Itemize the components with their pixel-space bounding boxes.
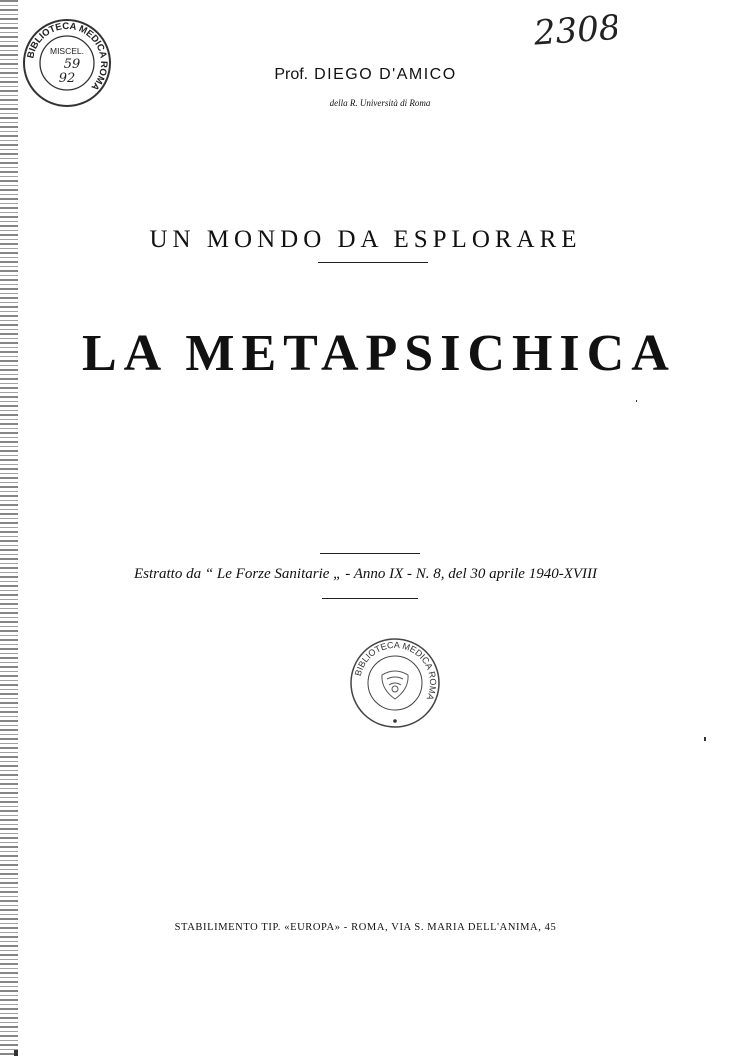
scan-speck [14,1050,18,1056]
author-prefix: Prof. [274,66,309,83]
handwritten-number [532,2,617,52]
binding-edge [0,0,18,1058]
author-affiliation: della R. Università di Roma [329,98,431,108]
author-name: DIEGO D'AMICO [314,66,457,83]
stamp-top-line1: MISCEL. [49,46,85,56]
stamp-top-ring-text: BIBLIOTECA MEDICA ROMA [25,20,110,93]
stamp-middle-ring-text: BIBLIOTECA MEDICA ROMA [352,639,439,702]
handwritten-number-text: 2308 [532,7,617,52]
estratto-rule-bottom [322,598,418,599]
printer-imprint: STABILIMENTO TIP. «EUROPA» - ROMA, VIA S. MARIA DELL'ANIMA, 45 [174,922,557,933]
subtitle-rule [318,262,428,263]
author-line [0,66,731,84]
scan-speck [704,737,706,741]
crest-icon [382,671,408,699]
scan-speck [636,400,637,402]
subtitle: UN MONDO DA ESPLORARE [149,226,582,253]
stamp-top-line2: 59 [63,57,81,72]
library-stamp-top [22,18,112,108]
estratto-rule-top [320,553,420,554]
stamp-top-line3: 92 [58,71,76,86]
page-title: LA METAPSICHICA [82,325,676,382]
library-stamp-middle [349,637,441,729]
estratto-line: Estratto da “ Le Forze Sanitarie „ - Anno IX - N. 8, del 30 aprile 1940-XVIII [133,566,598,582]
